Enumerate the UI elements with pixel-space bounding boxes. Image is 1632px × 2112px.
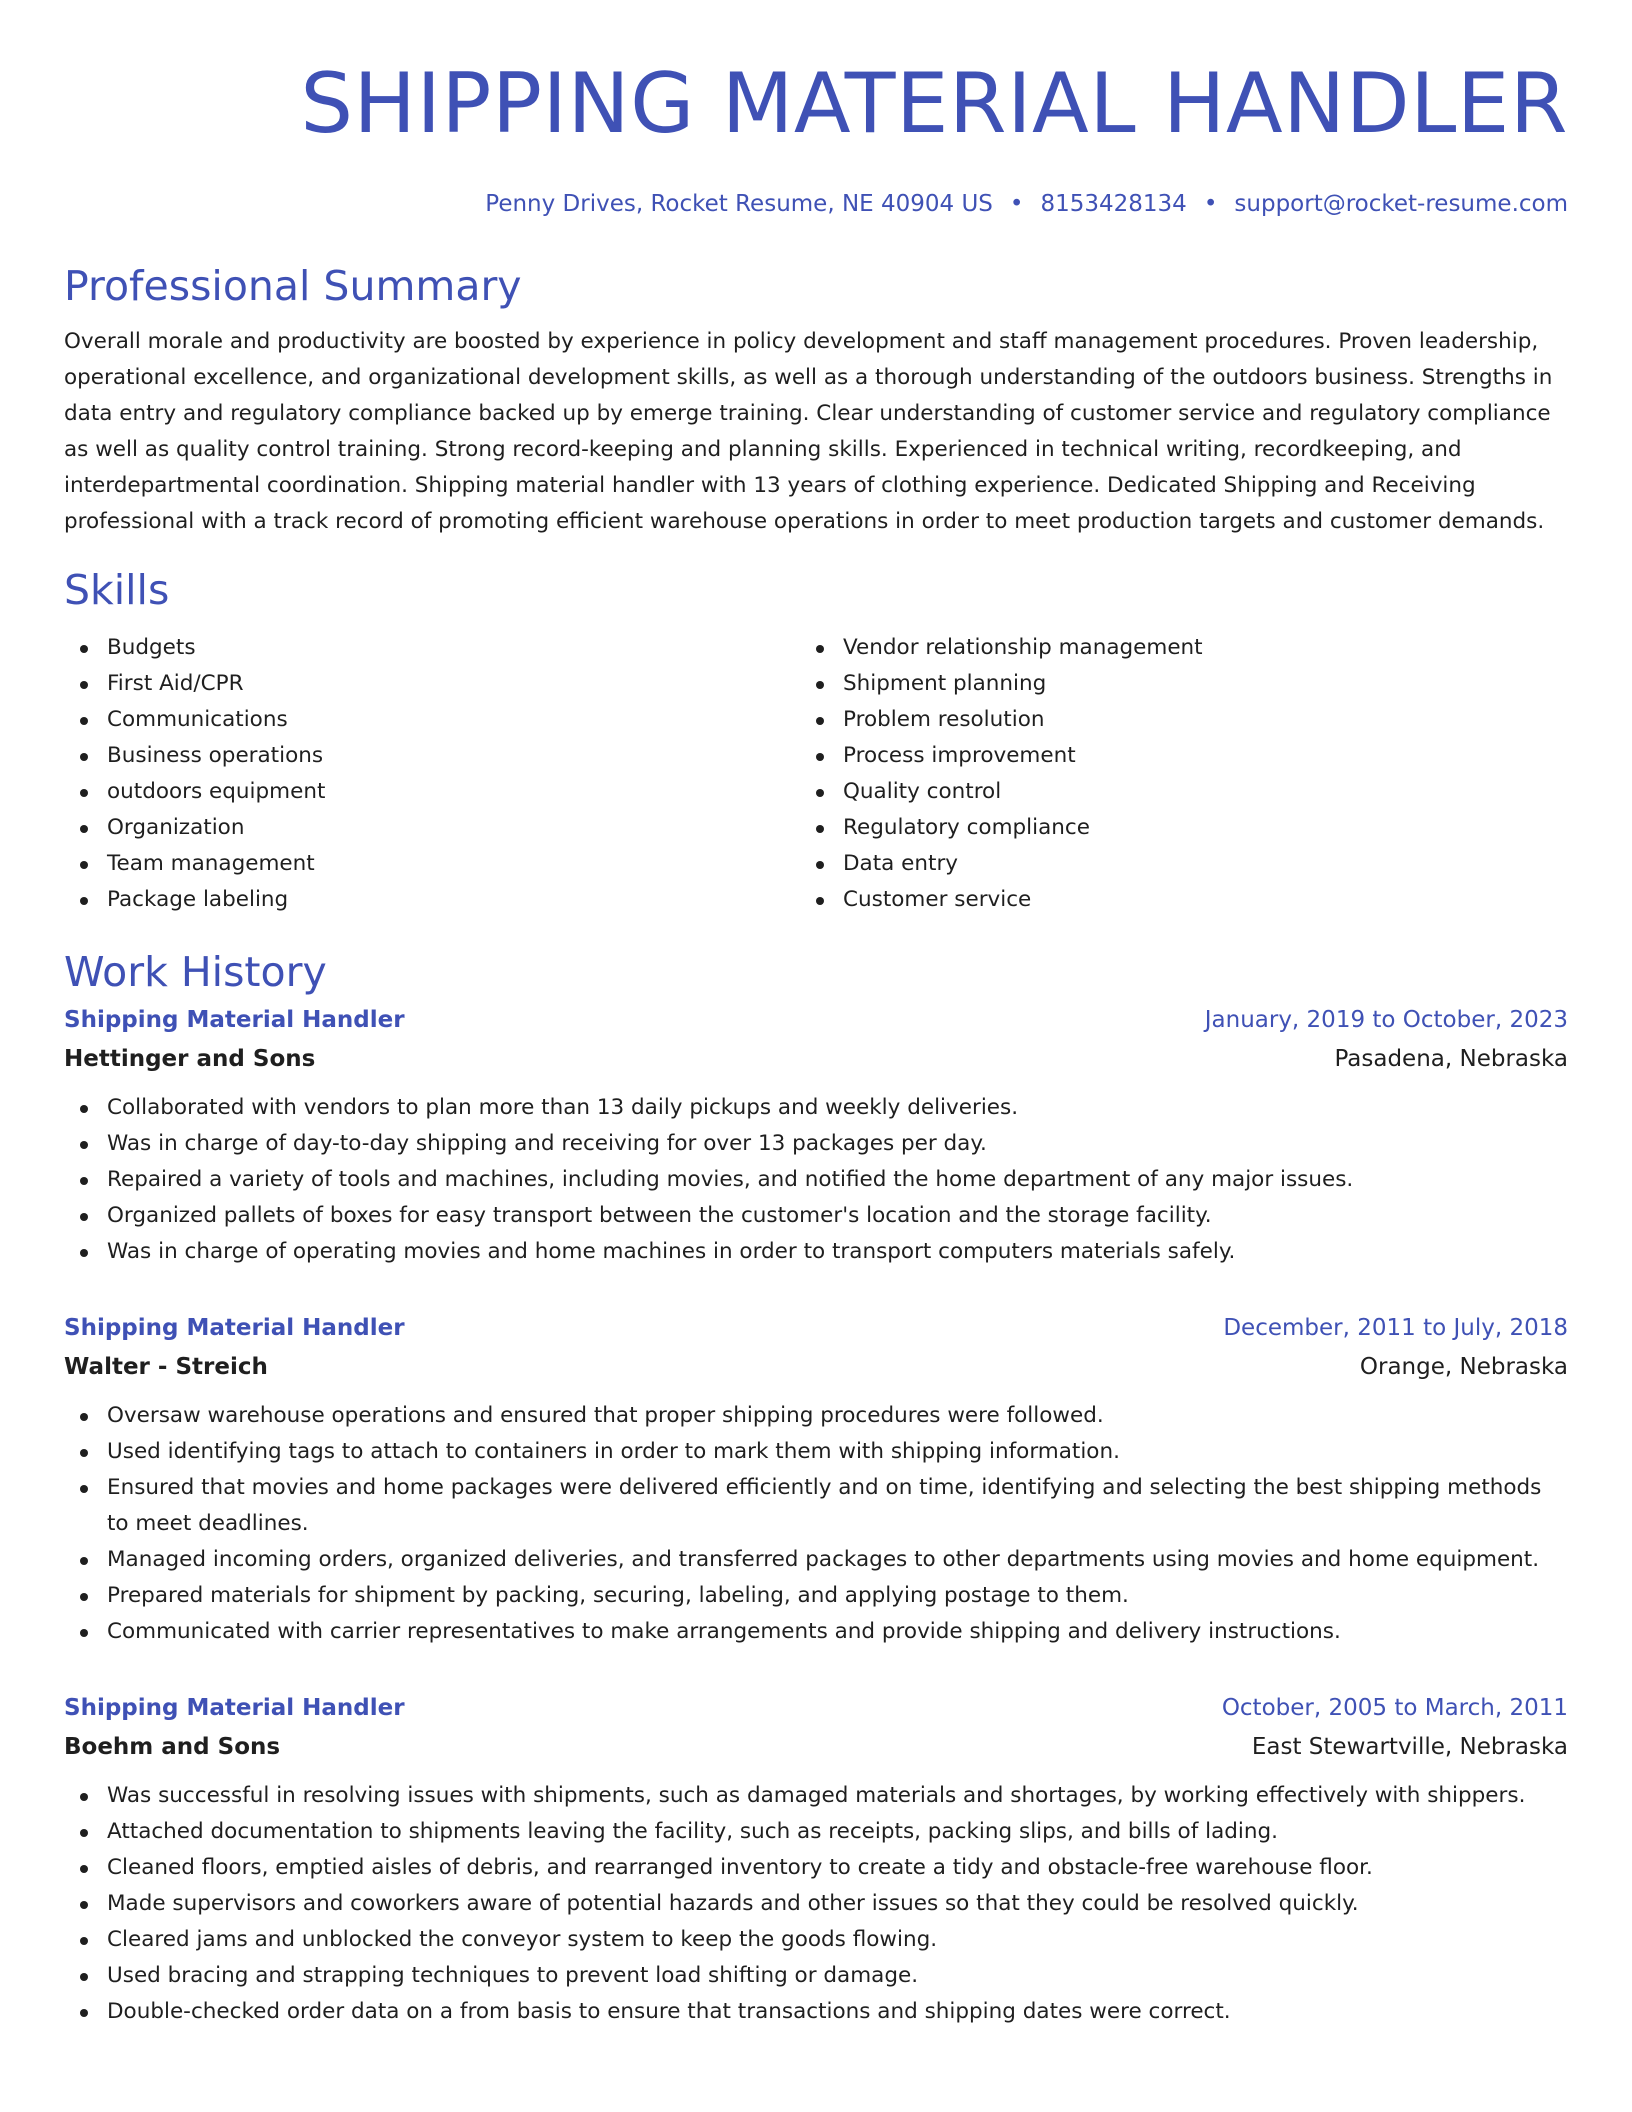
duty-item: Was successful in resolving issues with shipments, such as damaged materials and shortages, by working effectively with shippers. <box>64 1778 1568 1814</box>
skill-item: Business operations <box>64 738 800 774</box>
skills-list <box>64 630 1568 918</box>
company-name: Walter - Streich <box>64 1354 268 1380</box>
contact-line <box>64 188 1568 220</box>
skill-item: Process improvement <box>800 738 1536 774</box>
duty-item: Was in charge of operating movies and home machines in order to transport computers materials safely. <box>64 1234 1568 1270</box>
skill-item: Team management <box>64 846 800 882</box>
job-location: Pasadena, Nebraska <box>1334 1046 1568 1072</box>
skill-item: Vendor relationship management <box>800 630 1536 666</box>
duty-item: Managed incoming orders, organized deliveries, and transferred packages to other departments using movies and home equipment. <box>64 1542 1568 1578</box>
job-duties <box>64 1398 1568 1650</box>
job-title: Shipping Material Handler <box>64 1695 405 1721</box>
company-name: Hettinger and Sons <box>64 1046 316 1072</box>
skill-item: Budgets <box>64 630 800 666</box>
skills-column-left <box>64 630 800 918</box>
skill-item: Regulatory compliance <box>800 810 1536 846</box>
duty-item: Prepared materials for shipment by packing, securing, labeling, and applying postage to them. <box>64 1578 1568 1614</box>
contact-separator: • <box>1009 191 1024 217</box>
skill-item: Package labeling <box>64 882 800 918</box>
duty-item: Repaired a variety of tools and machines, including movies, and notified the home department of any major issues. <box>64 1162 1568 1198</box>
job-dates: January, 2019 to October, 2023 <box>1204 1007 1568 1033</box>
job-duties <box>64 1778 1568 2030</box>
job-dates: October, 2005 to March, 2011 <box>1221 1695 1568 1721</box>
job-title: Shipping Material Handler <box>64 1007 405 1033</box>
company-name: Boehm and Sons <box>64 1734 281 1760</box>
candidate-name: SHIPPING MATERIAL HANDLER <box>300 55 1568 152</box>
skill-item: Quality control <box>800 774 1536 810</box>
skill-item: First Aid/CPR <box>64 666 800 702</box>
duty-item: Attached documentation to shipments leaving the facility, such as receipts, packing slips, and bills of lading. <box>64 1814 1568 1850</box>
duty-item: Ensured that movies and home packages were delivered efficiently and on time, identifying and selecting the best shipping methods to meet deadlines. <box>64 1470 1568 1542</box>
duty-item: Oversaw warehouse operations and ensured that proper shipping procedures were followed. <box>64 1398 1568 1434</box>
email-address: support@rocket-resume.com <box>1234 191 1568 217</box>
address: Penny Drives, Rocket Resume, NE 40904 US <box>485 191 993 217</box>
skill-item: Shipment planning <box>800 666 1536 702</box>
job-location: East Stewartville, Nebraska <box>1251 1734 1568 1760</box>
job-duties <box>64 1090 1568 1270</box>
job-title: Shipping Material Handler <box>64 1315 405 1341</box>
duty-item: Organized pallets of boxes for easy transport between the customer's location and the storage facility. <box>64 1198 1568 1234</box>
duty-item: Was in charge of day-to-day shipping and receiving for over 13 packages per day. <box>64 1126 1568 1162</box>
work-history-heading: Work History <box>64 948 327 996</box>
skill-item: outdoors equipment <box>64 774 800 810</box>
skills-column-right <box>800 630 1536 918</box>
job-entry <box>64 1688 1568 2030</box>
duty-item: Made supervisors and coworkers aware of potential hazards and other issues so that they could be resolved quickly. <box>64 1886 1568 1922</box>
job-dates: December, 2011 to July, 2018 <box>1223 1315 1568 1341</box>
skill-item: Communications <box>64 702 800 738</box>
job-entry <box>64 1308 1568 1650</box>
summary-heading: Professional Summary <box>64 262 522 310</box>
skill-item: Problem resolution <box>800 702 1536 738</box>
duty-item: Used bracing and strapping techniques to prevent load shifting or damage. <box>64 1958 1568 1994</box>
skill-item: Organization <box>64 810 800 846</box>
duty-item: Collaborated with vendors to plan more than 13 daily pickups and weekly deliveries. <box>64 1090 1568 1126</box>
job-entry <box>64 1000 1568 1270</box>
skill-item: Customer service <box>800 882 1536 918</box>
phone-number: 8153428134 <box>1040 191 1187 217</box>
skill-item: Data entry <box>800 846 1536 882</box>
duty-item: Used identifying tags to attach to containers in order to mark them with shipping information. <box>64 1434 1568 1470</box>
contact-separator: • <box>1203 191 1218 217</box>
duty-item: Communicated with carrier representatives to make arrangements and provide shipping and delivery instructions. <box>64 1614 1568 1650</box>
duty-item: Cleared jams and unblocked the conveyor system to keep the goods flowing. <box>64 1922 1568 1958</box>
job-location: Orange, Nebraska <box>1359 1354 1568 1380</box>
duty-item: Cleaned floors, emptied aisles of debris, and rearranged inventory to create a tidy and obstacle-free warehouse floor. <box>64 1850 1568 1886</box>
summary-text: Overall morale and productivity are boosted by experience in policy development and staff management procedures. Proven leadership, operational excellence, and organizational development skills, as well as a thorough understanding of the outdoors business. Strengths in data entry and regulatory compliance backed up by emerge training. Clear understanding of customer service and regulatory compliance as well as quality control training. Strong record-keeping and planning skills. Experienced in technical writing, recordkeeping, and interdepartmental coordination. Shipping material handler with 13 years of clothing experience. Dedicated Shipping and Receiving professional with a track record of promoting efficient warehouse operations in order to meet production targets and customer demands. <box>64 329 1553 534</box>
skills-heading: Skills <box>64 566 170 614</box>
duty-item: Double-checked order data on a from basis to ensure that transactions and shipping dates were correct. <box>64 1994 1568 2030</box>
